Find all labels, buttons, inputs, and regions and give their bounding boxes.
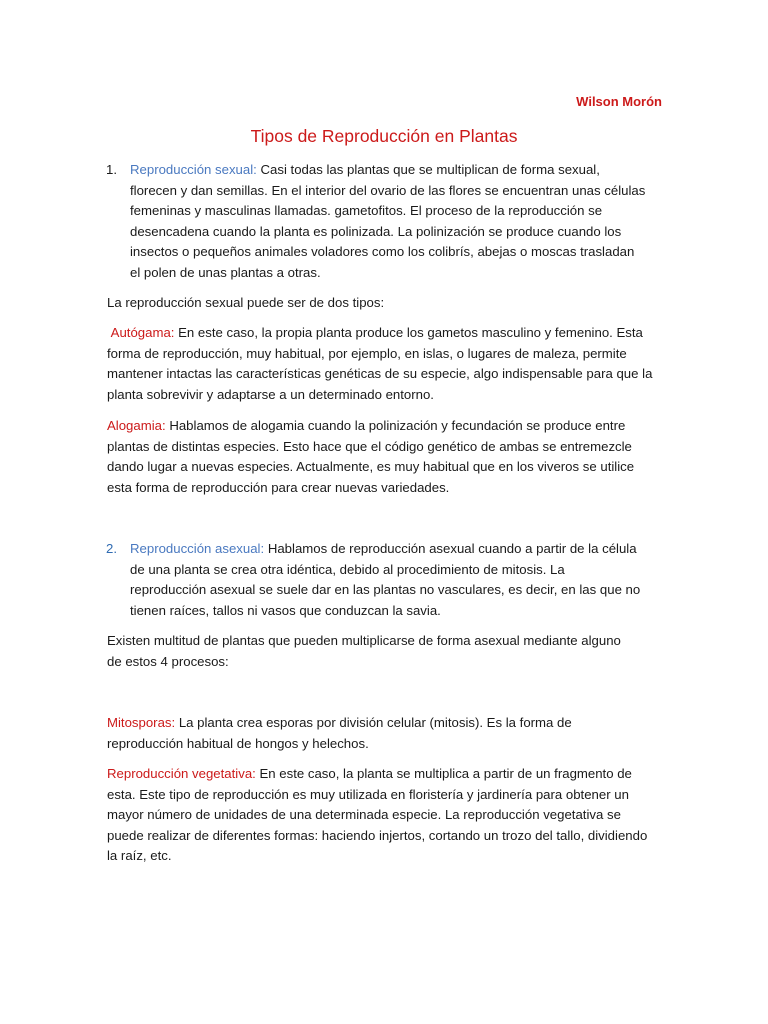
paragraph-sexual-types [107,293,657,314]
paragraph-text: Existen multitud de plantas que pueden multiplicarse de forma asexual mediante alguno de estos 4 procesos: [107,633,621,669]
term-description: En este caso, la planta se multiplica a partir de un fragmento de esta. Este tipo de reproducción es muy utilizada en floristería y jardinería para obtener un mayor número de unidades de una determinada especie. La reproducción vegetativa se puede realizar de diferentes formas: haciendo injertos, cortando un trozo del tallo, dividiendo la raíz, etc. [107,766,648,864]
term-description: Casi todas las plantas que se multiplican de forma sexual, florecen y dan semillas. En el interior del ovario de las flores se encuentran unas células femeninas y masculinas llamadas. gametofitos. El proceso de la reproducción se desencadena cuando la planta es polinizada. La polinización se produce cuando los insectos o pequeños animales voladores como los colibrís, abejas o moscas trasladan el polen de unas plantas a otras. [130,162,646,280]
page-title: Tipos de Reproducción en Plantas [250,126,518,146]
paragraph-text [107,416,657,498]
paragraph-text [107,764,659,867]
list-number: 1. [106,162,117,177]
paragraph-asexual-intro [107,631,635,672]
term-label: Reproducción asexual: [130,541,265,556]
paragraph-vegetativa [107,764,659,867]
term-description: Hablamos de alogamia cuando la polinización y fecundación se produce entre plantas de distintas especies. Esto hace que el código genético de ambas se entremezcle dando lugar a nuevas especies. Actualmente, es muy habitual que en los viveros se utilice esta forma de reproducción para crear nuevas variedades. [107,418,635,495]
author-name: Wilson Morón [576,94,662,109]
list-item-asexual [106,539,642,621]
paragraph-alogamia [107,416,657,498]
paragraph-text [107,713,632,754]
list-item-sexual [106,160,648,284]
paragraph-mitosporas [107,713,632,754]
term-label: Mitosporas: [107,715,176,730]
paragraph-text [107,323,662,405]
term-label: Alogamia: [107,418,166,433]
term-label: Reproducción vegetativa: [107,766,256,781]
term-description: Hablamos de reproducción asexual cuando a partir de la célula de una planta se crea otra idéntica, debido al procedimiento de mitosis. La reproducción asexual se suele dar en las plantas no vasculares, es decir, en las que no tienen raíces, tallos ni vasos que conduzcan la savia. [130,541,641,618]
term-label: Autógama: [110,325,175,340]
term-description: La planta crea esporas por división celular (mitosis). Es la forma de reproducción habitual de hongos y helechos. [107,715,572,751]
paragraph-text: La reproducción sexual puede ser de dos tipos: [107,295,385,310]
term-label: Reproducción sexual: [130,162,257,177]
list-item-body [130,539,642,621]
paragraph-autogama [107,323,662,405]
list-number: 2. [106,541,117,556]
list-item-body [130,160,648,284]
term-description: En este caso, la propia planta produce los gametos masculino y femenino. Esta forma de reproducción, muy habitual, por ejemplo, en islas, o lugares de maleza, permite mantener intactas las características genéticas de su especie, algo indispensable para que la planta sobrevivir y adaptarse a un determinado entorno. [107,325,653,402]
